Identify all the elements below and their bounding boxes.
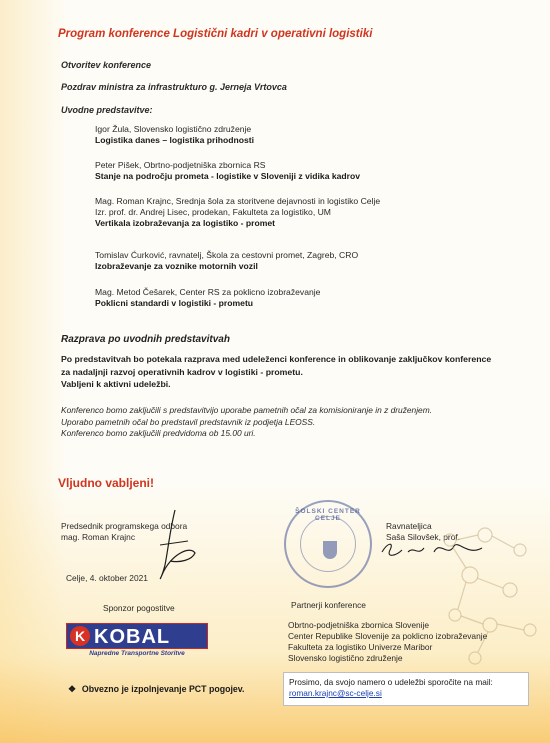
crest-icon [323, 541, 337, 559]
rsvp-text: Prosimo, da svojo namero o udeležbi sporočite na mail: [289, 677, 493, 687]
topic: Poklicni standardi v logistiki - prometu [95, 298, 254, 308]
seal-text: ŠOLSKI CENTER CELJE [295, 508, 361, 522]
discussion-invite: Vabljeni k aktivni udeležbi. [61, 379, 171, 389]
requirement-note [68, 684, 245, 695]
rsvp-email-link[interactable]: roman.krajnc@sc-celje.si [289, 688, 382, 698]
requirement-text: Obvezno je izpolnjevanje PCT pogojev. [81, 684, 245, 694]
signature-role: Predsednik programskega odbora [61, 521, 188, 531]
seal-inner-ring [300, 516, 356, 572]
presentation-1 [95, 124, 254, 146]
handwritten-signature-left [140, 505, 210, 590]
kobal-logo [66, 623, 208, 663]
signature-name: mag. Roman Krajnc [61, 532, 136, 542]
discussion-text-block [61, 353, 501, 391]
kobal-wordmark: KOBAL [94, 626, 171, 648]
partners-list [288, 620, 487, 664]
place-date: Celje, 4. oktober 2021 [66, 573, 148, 583]
presentation-3 [95, 196, 380, 229]
speaker: Peter Pišek, Obrtno-podjetniška zbornica RS [95, 160, 266, 170]
opening-item: Otvoritev konference [61, 60, 152, 70]
kobal-tagline: Napredne Transportne Storitve [89, 650, 185, 657]
closing-line: Konferenco bomo zaključili s predstavitvijo uporabe pametnih očal za komisioniranje in z druženjem. [61, 405, 433, 415]
diamond-bullet-icon: ❖ [68, 684, 76, 694]
speaker: Mag. Metod Češarek, Center RS za poklicno izobraževanje [95, 287, 321, 297]
speaker: Mag. Roman Krajnc, Srednja šola za storitvene dejavnosti in logistiko Celje [95, 196, 381, 206]
closing-block [61, 405, 501, 440]
speaker: Tomislav Ćurković, ravnatelj, Škola za cestovni promet, Zagreb, CRO [95, 250, 359, 260]
signature-name: Saša Silovšek, prof. [386, 532, 461, 542]
presentation-4 [95, 250, 358, 272]
presentation-2 [95, 160, 360, 182]
partners-label: Partnerji konference [291, 600, 366, 610]
rsvp-box [283, 672, 529, 706]
intro-heading: Uvodne predstavitve: [61, 105, 153, 115]
page-title: Program konference Logistični kadri v operativni logistiki [58, 28, 373, 40]
partner-item: Slovensko logistično združenje [288, 653, 403, 663]
speaker-2: Izr. prof. dr. Andrej Lisec, prodekan, Fakulteta za logistiko, UM [95, 207, 331, 217]
closing-line: Konferenco bomo zaključili predvidoma ob 15.00 uri. [61, 428, 256, 438]
sponsor-label: Sponzor pogostitve [103, 603, 175, 613]
school-seal [284, 500, 372, 588]
topic: Logistika danes – logistika prihodnosti [95, 135, 255, 145]
signature-role: Ravnateljica [386, 521, 432, 531]
discussion-text: Po predstavitvah bo potekala razprava med udeleženci konference in oblikovanje zaključkov konference za nadaljnji razvoj operativnih kadrov v logistiki - prometu. [61, 354, 492, 377]
kobal-logo-box [66, 623, 208, 649]
greeting-item: Pozdrav ministra za infrastrukturo g. Jerneja Vrtovca [61, 82, 287, 92]
closing-line: Uporabo pametnih očal bo predstavil predstavnik iz podjetja LEOSS. [61, 416, 316, 427]
presentation-5 [95, 287, 320, 309]
welcome-text: Vljudno vabljeni! [58, 476, 155, 490]
partner-item: Obrtno-podjetniška zbornica Slovenije [288, 620, 430, 630]
speaker: Igor Žula, Slovensko logistično združenje [95, 124, 252, 134]
partner-item: Fakulteta za logistiko Univerze Maribor [288, 642, 433, 652]
topic: Izobraževanje za voznike motornih vozil [95, 261, 258, 271]
partner-item: Center Republike Slovenije za poklicno izobraževanje [288, 631, 488, 641]
kobal-mark-icon: K [70, 626, 90, 646]
topic: Vertikala izobraževanja za logistiko - promet [95, 218, 276, 228]
topic: Stanje na področju prometa - logistike v Sloveniji z vidika kadrov [95, 171, 361, 181]
discussion-heading: Razprava po uvodnih predstavitvah [61, 334, 230, 345]
